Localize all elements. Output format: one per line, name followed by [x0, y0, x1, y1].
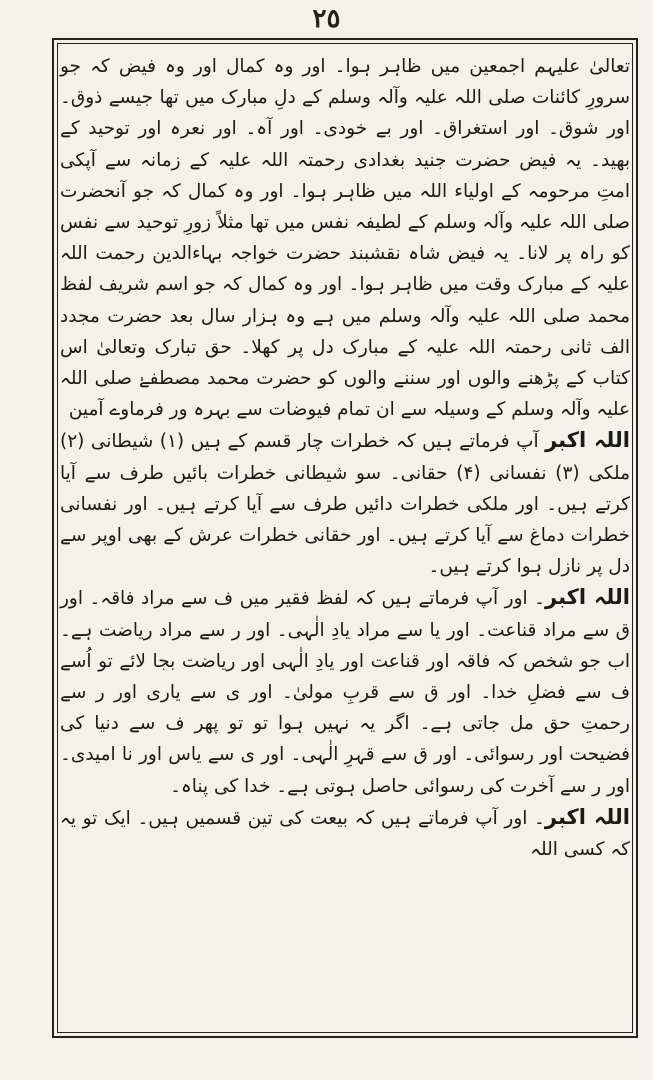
paragraph	[60, 582, 630, 801]
paragraph-lead: اللہ اکبر	[544, 804, 630, 829]
paragraph-lead: اللہ اکبر	[545, 428, 630, 453]
paragraph	[60, 425, 630, 582]
paragraph-text: ۔ اور آپ فرماتے ہیں کہ لفظ فقیر میں ف سے مراد فاقہ۔ اور ق سے مراد قناعت۔ اور یا سے مراد یادِ الٰہی۔ اور ر سے مراد ریاضت ہے۔ اب جو شخص کہ فاقہ اور قناعت اور یادِ الٰہی اور ریاضت بجا لائے تو اُسے ف سے فضلِ خدا۔ اور ق سے قربِ مولیٰ۔ اور ی سے یاری اور ر سے رحمتِ حق مل جاتی ہے۔ اگر یہ نہیں ہوا تو تو پھر ف سے دنیا کی فضیحت اور رسوائی۔ اور ق سے قہرِ الٰہی۔ اور ی سے یاس اور نا امیدی۔ اور ر سے آخرت کی رسوائی حاصل ہوتی ہے۔ خدا کی پناہ۔	[60, 588, 630, 797]
text-body	[60, 50, 630, 865]
paragraph-text: آپ فرماتے ہیں کہ خطرات چار قسم کے ہیں (۱) شیطانی (۲) ملکی (۳) نفسانی (۴) حقانی۔ سو شیطانی خطرات بائیں طرف سے آیا کرتے ہیں۔ اور ملکی خطرات دائیں طرف سے آیا کرتے ہیں۔ اور نفسانی خطرات دماغ سے آیا کرتے ہیں۔ اور حقانی خطرات عرش کے بھی اوپر سے دل پر نازل ہوا کرتے ہیں۔	[60, 431, 630, 578]
page-number: ٢٥	[312, 4, 341, 34]
paragraph-text: تعالیٰ علیہم اجمعین میں ظاہر ہوا۔ اور وہ کمال اور وہ فیض کہ جو سرورِ کائنات صلی اللہ علیہ وآلہ وسلم کے دلِ مبارک میں تھا جیسے ذوق۔ اور شوق۔ اور استغراق۔ اور بے خودی۔ اور آہ۔ اور نعرہ اور توحید کے بھید۔ یہ فیض حضرت جنید بغدادی رحمتہ اللہ علیہ کے زمانہ سے آپکی امتِ مرحومہ کے اولیاء اللہ میں ظاہر ہوا۔ اور وہ کمال کہ جو آنحضرت صلی اللہ علیہ وآلہ وسلم کے لطیفہ نفس میں تھا مثلاً زورِ توحید سے نفس کو راہ پر لانا۔ یہ فیض شاہ نقشبند حضرت خواجہ بہاءالدین رحمت اللہ علیہ کے مبارک وقت میں ظاہر ہوا۔ اور وہ کمال کہ جو اسم شریف لفظ محمد صلی اللہ علیہ وآلہ وسلم میں ہے وہ ہزار سال بعد حضرت مجدد الف ثانی رحمتہ اللہ علیہ کے مبارک دل پر کھلا۔ حق تبارک وتعالیٰ اس کتاب کے پڑھنے والوں اور سننے والوں کو حضرت محمد مصطفےٰ صلی اللہ علیہ وآلہ وسلم کے وسیلہ سے ان تمام فیوضات سے بہرہ ور فرماوے آمین	[60, 56, 630, 421]
paragraph-lead: اللہ اکبر	[545, 585, 630, 610]
paragraph-text: ۔ اور آپ فرماتے ہیں کہ بیعت کی تین قسمیں ہیں۔ ایک تو یہ کہ کسی اللہ	[60, 807, 630, 861]
paragraph	[60, 50, 630, 425]
paragraph	[60, 802, 630, 865]
